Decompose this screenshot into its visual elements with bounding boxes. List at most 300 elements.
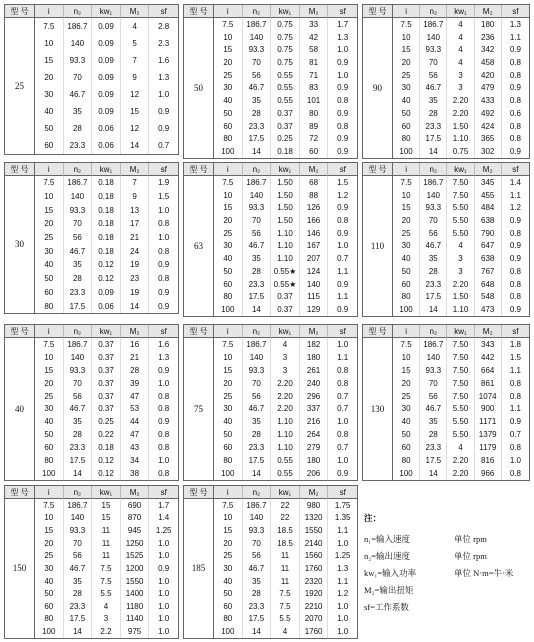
output-torque-cell: 166 <box>300 214 329 227</box>
ratio-cell: 10 <box>35 35 64 52</box>
input-power-cell: 1.10 <box>271 240 300 253</box>
service-factor-cell: 0.8 <box>337 378 349 388</box>
output-torque-cell: 1180 <box>121 600 150 613</box>
service-factor-cell: 0.8 <box>158 443 170 453</box>
input-power-cell: 2.20 <box>447 107 474 120</box>
header-cell: M₂ <box>300 5 329 18</box>
service-factor-cell: 0.8 <box>509 292 521 302</box>
header-cell: kw₁ <box>92 5 121 18</box>
output-speed-cell: 140 <box>64 35 93 52</box>
ratio-cell: 30 <box>35 403 64 416</box>
output-speed-cell: 28 <box>64 120 93 137</box>
output-torque-cell: 47 <box>121 428 150 441</box>
ratio-cell: 25 <box>393 390 420 403</box>
spec-table-40 <box>4 324 179 481</box>
output-speed-cell: 23.3 <box>243 278 272 291</box>
ratio-cell: 10 <box>214 351 243 364</box>
header-cell: sf <box>328 163 357 176</box>
input-power-cell: 0.55★ <box>271 265 300 278</box>
header-cell: n₂ <box>420 163 447 176</box>
output-torque-cell: 115 <box>300 290 329 303</box>
header-cell: sf <box>149 163 178 176</box>
input-power-cell: 11 <box>271 550 300 563</box>
output-torque-cell: 484 <box>475 201 502 214</box>
note-definition: kw₁=输入功率 <box>364 568 417 578</box>
ratio-cell: 10 <box>35 351 64 364</box>
input-power-cell: 0.06 <box>92 137 121 154</box>
ratio-cell: 60 <box>214 278 243 291</box>
output-torque-cell: 71 <box>300 69 329 82</box>
output-torque-cell: 664 <box>475 364 502 377</box>
ratio-cell: 40 <box>393 252 420 265</box>
ratio-cell: 50 <box>393 428 420 441</box>
service-factor-cell: 1.0 <box>158 601 170 611</box>
output-speed-cell: 23.3 <box>64 441 93 454</box>
ratio-cell: 30 <box>35 86 64 103</box>
output-torque-cell: 648 <box>475 278 502 291</box>
service-factor-cell: 0.8 <box>158 469 170 479</box>
service-factor-cell: 0.9 <box>337 228 349 238</box>
input-power-cell: 0.12 <box>92 258 121 272</box>
service-factor-cell: 0.7 <box>158 141 170 150</box>
output-torque-cell: 34 <box>121 454 150 467</box>
input-power-cell: 1.50 <box>271 189 300 202</box>
input-power-cell: 1.10 <box>447 132 474 145</box>
output-torque-cell: 80 <box>300 107 329 120</box>
service-factor-cell: 0.9 <box>509 83 521 93</box>
service-factor-cell: 0.8 <box>158 246 170 256</box>
output-speed-cell: 93.3 <box>64 524 93 537</box>
output-speed-cell: 140 <box>64 351 93 364</box>
output-torque-cell: 236 <box>475 31 502 44</box>
output-torque-cell: 83 <box>300 82 329 95</box>
input-power-cell: 5.50 <box>447 214 474 227</box>
output-speed-cell: 186.7 <box>243 499 272 512</box>
input-power-cell: 0.09 <box>92 103 121 120</box>
service-factor-cell: 0.9 <box>337 305 349 315</box>
input-power-cell: 0.25 <box>92 415 121 428</box>
output-speed-cell: 17.5 <box>64 613 93 626</box>
header-cell: 型 号 <box>184 5 214 18</box>
input-power-cell: 0.37 <box>92 351 121 364</box>
output-speed-cell: 70 <box>420 377 447 390</box>
ratio-cell: 80 <box>393 454 420 467</box>
output-torque-cell: 28 <box>121 364 150 377</box>
output-torque-cell: 337 <box>300 403 329 416</box>
header-cell: sf <box>502 5 529 18</box>
header-cell: M₂ <box>475 163 502 176</box>
ratio-cell: 30 <box>393 403 420 416</box>
ratio-cell: 20 <box>214 377 243 390</box>
note-row <box>364 531 529 548</box>
ratio-cell: 100 <box>214 303 243 316</box>
input-power-cell: 0.55 <box>271 82 300 95</box>
header-cell: i <box>393 325 420 338</box>
header-cell: i <box>35 325 64 338</box>
output-torque-cell: 206 <box>300 467 329 480</box>
input-power-cell: 0.18 <box>92 244 121 258</box>
output-torque-cell: 2140 <box>300 537 329 550</box>
ratio-cell: 25 <box>214 227 243 240</box>
ratio-cell: 20 <box>393 56 420 69</box>
ratio-cell: 100 <box>214 145 243 158</box>
header-cell: i <box>214 325 243 338</box>
ratio-cell: 20 <box>214 56 243 69</box>
ratio-cell: 10 <box>393 189 420 202</box>
output-speed-cell: 70 <box>243 537 272 550</box>
ratio-cell: 80 <box>393 290 420 303</box>
spec-table-50 <box>183 4 358 159</box>
output-torque-cell: 182 <box>300 338 329 351</box>
header-cell: n₂ <box>243 325 272 338</box>
output-torque-cell: 296 <box>300 390 329 403</box>
service-factor-cell: 1.75 <box>334 500 351 510</box>
ratio-cell: 7.5 <box>35 338 64 351</box>
service-factor-cell: 1.3 <box>509 19 521 29</box>
header-cell: i <box>214 163 243 176</box>
output-speed-cell: 70 <box>243 377 272 390</box>
model-number: 63 <box>184 176 214 316</box>
input-power-cell: 0.75 <box>271 56 300 69</box>
service-factor-cell: 1.1 <box>509 190 521 200</box>
ratio-cell: 60 <box>35 286 64 300</box>
ratio-cell: 30 <box>35 244 64 258</box>
input-power-cell: 3 <box>447 69 474 82</box>
output-torque-cell: 9 <box>121 190 150 204</box>
input-power-cell: 5.50 <box>447 227 474 240</box>
service-factor-cell: 0.9 <box>158 287 170 297</box>
input-power-cell: 0.12 <box>92 467 121 480</box>
ratio-cell: 100 <box>393 145 420 158</box>
output-speed-cell: 140 <box>420 351 447 364</box>
output-torque-cell: 638 <box>475 252 502 265</box>
ratio-cell: 25 <box>214 69 243 82</box>
service-factor-cell: 1.0 <box>337 417 349 427</box>
service-factor-cell: 0.6 <box>509 108 521 118</box>
input-power-cell: 2.20 <box>447 278 474 291</box>
output-torque-cell: 473 <box>475 303 502 316</box>
service-factor-cell: 0.8 <box>509 228 521 238</box>
input-power-cell: 1.50 <box>271 176 300 189</box>
ratio-cell: 50 <box>214 587 243 600</box>
output-speed-cell: 35 <box>64 103 93 120</box>
output-torque-cell: 442 <box>475 351 502 364</box>
ratio-cell: 60 <box>214 441 243 454</box>
output-torque-cell: 180 <box>300 454 329 467</box>
output-speed-cell: 14 <box>243 303 272 316</box>
header-cell: kw₁ <box>271 163 300 176</box>
ratio-cell: 10 <box>393 31 420 44</box>
input-power-cell: 5.5 <box>271 613 300 626</box>
ratio-cell: 15 <box>214 43 243 56</box>
service-factor-cell: 0.9 <box>337 108 349 118</box>
header-cell: i <box>393 5 420 18</box>
output-torque-cell: 38 <box>121 467 150 480</box>
output-speed-cell: 28 <box>243 587 272 600</box>
output-speed-cell: 17.5 <box>243 132 272 145</box>
ratio-cell: 80 <box>214 613 243 626</box>
output-torque-cell: 146 <box>300 227 329 240</box>
header-cell: n₂ <box>420 325 447 338</box>
output-speed-cell: 17.5 <box>243 290 272 303</box>
output-torque-cell: 9 <box>121 69 150 86</box>
ratio-cell: 80 <box>35 613 64 626</box>
input-power-cell: 0.25 <box>271 132 300 145</box>
output-torque-cell: 53 <box>121 403 150 416</box>
output-torque-cell: 975 <box>121 625 150 638</box>
output-speed-cell: 14 <box>243 145 272 158</box>
output-torque-cell: 1560 <box>300 550 329 563</box>
output-torque-cell: 767 <box>475 265 502 278</box>
output-speed-cell: 56 <box>243 69 272 82</box>
output-speed-cell: 28 <box>64 272 93 286</box>
service-factor-cell: 0.8 <box>337 96 349 106</box>
input-power-cell: 18.5 <box>271 524 300 537</box>
input-power-cell: 0.55 <box>271 467 300 480</box>
header-cell: 型 号 <box>184 163 214 176</box>
ratio-cell: 50 <box>214 428 243 441</box>
output-speed-cell: 17.5 <box>64 454 93 467</box>
header-cell: M₂ <box>475 5 502 18</box>
service-factor-cell: 1.0 <box>337 70 349 80</box>
output-speed-cell: 28 <box>243 428 272 441</box>
output-speed-cell: 93.3 <box>243 364 272 377</box>
ratio-cell: 15 <box>35 203 64 217</box>
ratio-cell: 60 <box>214 120 243 133</box>
input-power-cell: 0.37 <box>92 377 121 390</box>
output-speed-cell: 93.3 <box>420 364 447 377</box>
header-cell: i <box>35 5 64 18</box>
output-torque-cell: 492 <box>475 107 502 120</box>
header-cell: kw₁ <box>92 163 121 176</box>
output-speed-cell: 23.3 <box>243 120 272 133</box>
service-factor-cell: 0.9 <box>158 260 170 270</box>
service-factor-cell: 0.8 <box>509 443 521 453</box>
service-factor-cell: 1.25 <box>334 551 351 561</box>
service-factor-cell: 0.9 <box>158 563 170 573</box>
service-factor-cell: 0.8 <box>509 70 521 80</box>
output-speed-cell: 23.3 <box>420 120 447 133</box>
ratio-cell: 40 <box>214 575 243 588</box>
service-factor-cell: 1.6 <box>158 339 170 349</box>
input-power-cell: 3 <box>447 252 474 265</box>
output-speed-cell: 14 <box>420 467 447 480</box>
output-torque-cell: 900 <box>475 403 502 416</box>
output-torque-cell: 88 <box>300 189 329 202</box>
input-power-cell: 1.50 <box>271 201 300 214</box>
output-torque-cell: 980 <box>300 499 329 512</box>
output-torque-cell: 5 <box>121 35 150 52</box>
output-speed-cell: 56 <box>243 550 272 563</box>
header-cell: 型 号 <box>5 5 35 18</box>
output-torque-cell: 140 <box>300 278 329 291</box>
ratio-cell: 40 <box>35 575 64 588</box>
note-row <box>364 548 529 565</box>
output-speed-cell: 140 <box>420 189 447 202</box>
input-power-cell: 4 <box>92 600 121 613</box>
output-speed-cell: 56 <box>420 69 447 82</box>
output-speed-cell: 186.7 <box>64 338 93 351</box>
output-speed-cell: 35 <box>243 94 272 107</box>
service-factor-cell: 0.7 <box>509 430 521 440</box>
input-power-cell: 0.12 <box>92 454 121 467</box>
input-power-cell: 0.12 <box>92 272 121 286</box>
ratio-cell: 60 <box>35 441 64 454</box>
ratio-cell: 15 <box>393 364 420 377</box>
service-factor-cell: 1.0 <box>158 205 170 215</box>
service-factor-cell: 0.8 <box>337 216 349 226</box>
output-torque-cell: 4 <box>121 18 150 35</box>
output-speed-cell: 17.5 <box>64 299 93 313</box>
output-torque-cell: 216 <box>300 415 329 428</box>
output-torque-cell: 72 <box>300 132 329 145</box>
output-torque-cell: 861 <box>475 377 502 390</box>
output-torque-cell: 39 <box>121 377 150 390</box>
output-torque-cell: 1171 <box>475 415 502 428</box>
input-power-cell: 7.50 <box>447 377 474 390</box>
input-power-cell: 7.50 <box>447 189 474 202</box>
output-torque-cell: 479 <box>475 82 502 95</box>
input-power-cell: 0.75 <box>447 145 474 158</box>
output-speed-cell: 186.7 <box>243 176 272 189</box>
output-torque-cell: 1525 <box>121 550 150 563</box>
model-number: 75 <box>184 338 214 480</box>
output-speed-cell: 93.3 <box>243 43 272 56</box>
ratio-cell: 7.5 <box>35 176 64 190</box>
input-power-cell: 3 <box>271 351 300 364</box>
output-torque-cell: 2070 <box>300 613 329 626</box>
output-torque-cell: 1550 <box>300 524 329 537</box>
service-factor-cell: 0.9 <box>337 58 349 68</box>
notes-title: 注： <box>364 513 382 523</box>
service-factor-cell: 1.2 <box>509 203 521 213</box>
input-power-cell: 0.75 <box>271 18 300 31</box>
ratio-cell: 60 <box>393 441 420 454</box>
output-torque-cell: 44 <box>121 415 150 428</box>
output-speed-cell: 35 <box>243 252 272 265</box>
output-speed-cell: 46.7 <box>243 82 272 95</box>
output-torque-cell: 458 <box>475 56 502 69</box>
input-power-cell: 7.50 <box>447 364 474 377</box>
output-speed-cell: 93.3 <box>64 364 93 377</box>
service-factor-cell: 0.9 <box>509 147 521 157</box>
input-power-cell: 0.55★ <box>271 278 300 291</box>
input-power-cell: 4 <box>447 240 474 253</box>
note-row <box>364 565 529 582</box>
service-factor-cell: 1.5 <box>158 192 170 202</box>
input-power-cell: 2.20 <box>447 467 474 480</box>
input-power-cell: 0.18 <box>92 231 121 245</box>
output-torque-cell: 945 <box>121 524 150 537</box>
ratio-cell: 40 <box>214 94 243 107</box>
service-factor-cell: 1.1 <box>337 576 349 586</box>
ratio-cell: 80 <box>35 299 64 313</box>
input-power-cell: 0.55 <box>271 69 300 82</box>
ratio-cell: 100 <box>393 303 420 316</box>
output-torque-cell: 21 <box>121 351 150 364</box>
output-speed-cell: 140 <box>420 31 447 44</box>
output-speed-cell: 46.7 <box>420 82 447 95</box>
output-speed-cell: 17.5 <box>420 454 447 467</box>
service-factor-cell: 0.9 <box>158 365 170 375</box>
input-power-cell: 7.5 <box>92 562 121 575</box>
output-torque-cell: 279 <box>300 441 329 454</box>
ratio-cell: 10 <box>35 190 64 204</box>
input-power-cell: 0.37 <box>92 403 121 416</box>
header-cell: sf <box>328 486 357 499</box>
service-factor-cell: 0.7 <box>337 404 349 414</box>
service-factor-cell: 1.1 <box>337 526 349 536</box>
ratio-cell: 40 <box>214 415 243 428</box>
service-factor-cell: 0.9 <box>337 203 349 213</box>
output-torque-cell: 167 <box>300 240 329 253</box>
note-row <box>364 599 529 616</box>
output-torque-cell: 7 <box>121 176 150 190</box>
ratio-cell: 7.5 <box>393 18 420 31</box>
header-cell: sf <box>149 325 178 338</box>
spec-table-185 <box>183 485 358 639</box>
service-factor-cell: 1.4 <box>158 513 170 523</box>
input-power-cell: 1.50 <box>447 290 474 303</box>
output-torque-cell: 43 <box>121 441 150 454</box>
output-speed-cell: 23.3 <box>420 278 447 291</box>
input-power-cell: 0.55 <box>271 94 300 107</box>
output-torque-cell: 261 <box>300 364 329 377</box>
output-speed-cell: 28 <box>420 428 447 441</box>
service-factor-cell: 1.25 <box>155 526 172 536</box>
input-power-cell: 7.50 <box>447 351 474 364</box>
ratio-cell: 15 <box>393 43 420 56</box>
header-cell: kw₁ <box>447 163 474 176</box>
service-factor-cell: 0.8 <box>509 266 521 276</box>
output-torque-cell: 1920 <box>300 587 329 600</box>
output-torque-cell: 1760 <box>300 625 329 638</box>
output-torque-cell: 126 <box>300 201 329 214</box>
header-cell: i <box>35 486 64 499</box>
service-factor-cell: 1.3 <box>337 32 349 42</box>
output-speed-cell: 186.7 <box>420 176 447 189</box>
output-speed-cell: 93.3 <box>243 201 272 214</box>
service-factor-cell: 0.8 <box>509 391 521 401</box>
output-speed-cell: 28 <box>243 107 272 120</box>
output-speed-cell: 140 <box>243 31 272 44</box>
header-cell: 型 号 <box>363 325 393 338</box>
input-power-cell: 22 <box>271 512 300 525</box>
service-factor-cell: 0.8 <box>509 134 521 144</box>
ratio-cell: 10 <box>35 512 64 525</box>
input-power-cell: 18.5 <box>271 537 300 550</box>
ratio-cell: 60 <box>393 120 420 133</box>
output-torque-cell: 58 <box>300 43 329 56</box>
output-torque-cell: 16 <box>121 338 150 351</box>
output-speed-cell: 14 <box>64 625 93 638</box>
ratio-cell: 15 <box>214 364 243 377</box>
ratio-cell: 40 <box>35 415 64 428</box>
output-speed-cell: 35 <box>420 94 447 107</box>
output-speed-cell: 70 <box>64 217 93 231</box>
input-power-cell: 0.37 <box>271 107 300 120</box>
service-factor-cell: 0.7 <box>337 443 349 453</box>
output-speed-cell: 93.3 <box>64 52 93 69</box>
ratio-cell: 100 <box>35 467 64 480</box>
ratio-cell: 7.5 <box>35 18 64 35</box>
input-power-cell: 7.5 <box>92 575 121 588</box>
input-power-cell: 0.18 <box>92 441 121 454</box>
ratio-cell: 50 <box>393 265 420 278</box>
output-speed-cell: 28 <box>420 107 447 120</box>
output-torque-cell: 548 <box>475 290 502 303</box>
service-factor-cell: 0.9 <box>337 279 349 289</box>
